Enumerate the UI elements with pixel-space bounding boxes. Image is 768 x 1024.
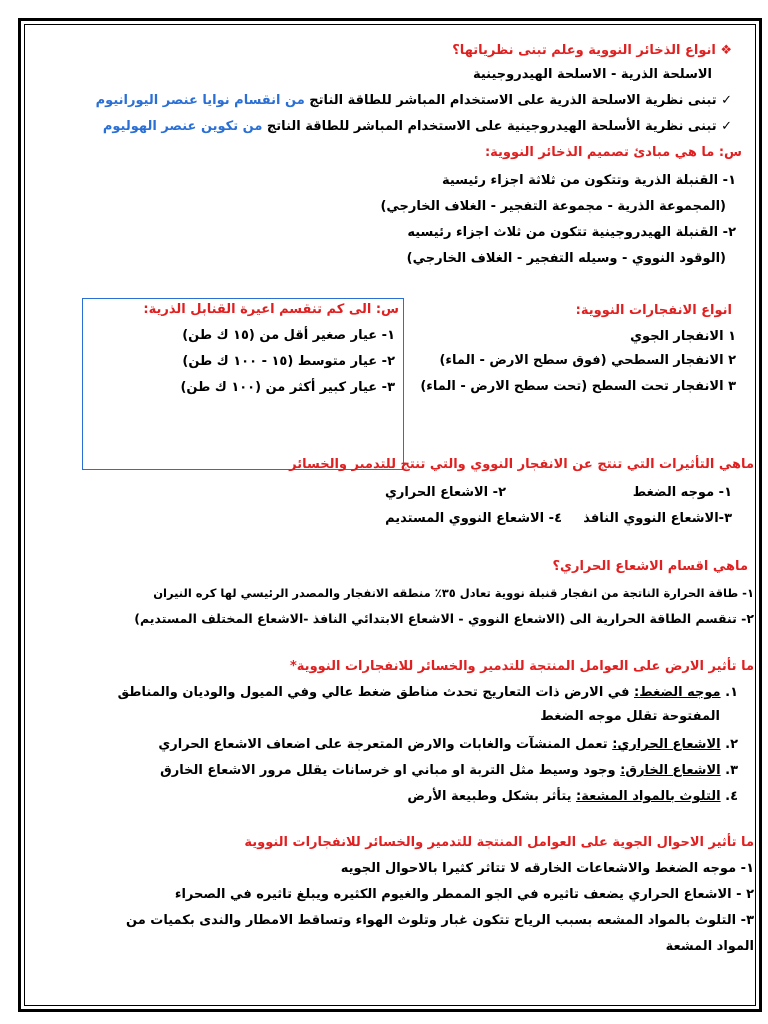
caliber-question: س: الى كم تنقسم اعيرة القنابل الذرية: <box>143 302 399 317</box>
ground-item-1-cont: المفتوحة تقلل موجه الضغط <box>540 709 720 724</box>
atomic-theory-text: ✓ تبنى نظرية الاسلحة الذرية على الاستخدام المباشر للطاقة الناتج <box>304 93 732 108</box>
atomic-bomb-parts: ١- القنبلة الذرية وتتكون من ثلاثة اجزاء رئيسية <box>441 173 736 188</box>
nuclear-weapon-types: الاسلحة الذرية - الاسلحة الهيدروجينية <box>472 67 712 82</box>
caliber-item: ١- عيار صغير أقل من (١٥ ك طن) <box>182 328 395 343</box>
explosion-type-item: ١ الانفجار الجوي <box>630 329 736 344</box>
caliber-item: ٢- عيار متوسط (١٥ - ١٠٠ ك طن) <box>182 354 395 369</box>
ground-item-4 <box>30 788 738 806</box>
hydrogen-bomb-parts-detail: (الوقود النووي - وسيله التفجير - الغلاف الخارجي) <box>406 251 726 266</box>
effects-title: ماهي التأثيرات التي تنتج عن الانفجار النووي والتي تنتج للتدمير والخسائر <box>289 457 754 472</box>
ground-item-3 <box>30 762 738 780</box>
atomic-theory-highlight: من انقسام نوايا عنصر اليورانيوم <box>95 93 305 108</box>
item-text: وجود وسيط مثل التربة او مباني او خرسانات يقلل مرور الاشعاع الخارق <box>160 763 621 778</box>
weather-effects-title: ما تأثير الاحوال الجوية على العوامل المنتجة للتدمير والخسائر للانفجارات النووية <box>244 835 754 850</box>
explosion-type-item: ٢ الانفجار السطحي (فوق سطح الارض - الماء) <box>439 353 736 368</box>
item-number: ٢. <box>720 737 738 752</box>
item-number: ١. <box>720 685 738 700</box>
thermal-title: ماهي اقسام الاشعاع الحراري؟ <box>552 559 748 574</box>
effect-item: ٢- الاشعاع الحراري <box>384 485 506 500</box>
item-number: ٤. <box>720 789 738 804</box>
weather-line-3: ٣- التلوث بالمواد المشعه بسبب الرياح تتكون غبار وتلوث الهواء وتساقط الامطار والندى بكميات من <box>126 913 754 928</box>
ground-item-2 <box>30 736 738 754</box>
hydrogen-theory-line <box>30 118 732 136</box>
section-title-nuclear-types: ❖ انواع الذخائر النووية وعلم تبنى نظرياتها؟ <box>452 43 732 58</box>
item-term: التلوث بالمواد المشعة: <box>576 789 721 804</box>
document-page <box>30 38 754 998</box>
item-text: يتأثر بشكل وطبيعة الأرض <box>407 789 577 804</box>
hydrogen-bomb-parts: ٢- القنبلة الهيدروجينية تتكون من ثلاث اجزاء رئيسيه <box>407 225 736 240</box>
item-term: موجه الضغط: <box>634 685 721 700</box>
hydrogen-theory-highlight: من تكوين عنصر الهوليوم <box>102 119 263 134</box>
ground-effects-title: ما تأثير الارض على العوامل المنتجة للتدمير والخسائر للانفجارات النووية* <box>290 659 754 674</box>
item-text: تعمل المنشآت والغابات والارض المتعرجة على اضعاف الاشعاع الحراري <box>158 737 613 752</box>
thermal-line-2: ٢- تنقسم الطاقة الحرارية الى (الاشعاع النووي - الاشعاع الابتدائي النافذ -الاشعاع المختلف المستديم) <box>134 611 754 626</box>
caliber-box <box>82 298 404 470</box>
effect-item: ١- موجه الضغط <box>632 485 732 500</box>
thermal-line-1: ١- طاقة الحرارة الناتجة من انفجار قنبلة نووية تعادل ٣٥٪ منطقه الانفجار والمصدر الرئيسي لها كره النيران <box>153 586 754 600</box>
effect-item: ٣-الاشعاع النووي النافذ <box>583 511 732 526</box>
explosion-type-item: ٣ الانفجار تحت السطح (تحت سطح الارض - الماء) <box>420 379 736 394</box>
caliber-item: ٣- عيار كبير أكثر من (١٠٠ ك طن) <box>180 380 395 395</box>
item-number: ٣. <box>720 763 738 778</box>
design-principles-question: س: ما هي مبادئ تصميم الذخائر النووية: <box>484 145 742 160</box>
atomic-bomb-parts-detail: (المجموعة الذرية - مجموعة التفجير - الغلاف الخارجي) <box>380 199 726 214</box>
item-term: الاشعاع الحراري: <box>612 737 721 752</box>
item-term: الاشعاع الخارق: <box>620 763 721 778</box>
hydrogen-theory-text: ✓ تبنى نظرية الأسلحة الهيدروجينية على الاستخدام المباشر للطاقة الناتج <box>262 119 732 134</box>
ground-item-1 <box>30 684 738 702</box>
weather-line-2: ٢ - الاشعاع الحراري يضعف تاثيره في الجو الممطر والغيوم الكثيره ويبلغ تاثيره في الصحراء <box>174 887 754 902</box>
effect-item: ٤- الاشعاع النووي المستديم <box>385 511 562 526</box>
explosion-types-title: انواع الانفجارات النووية: <box>575 303 732 318</box>
item-text: في الارض ذات التعاريج تحدث مناطق ضغط عالي وفي الميول والوديان والمناطق <box>117 685 634 700</box>
weather-line-1: ١- موجه الضغط والاشعاعات الخارقه لا تتاثر كثيرا بالاحوال الجويه <box>340 861 754 876</box>
weather-line-4: المواد المشعة <box>665 939 754 954</box>
atomic-theory-line <box>30 92 732 110</box>
